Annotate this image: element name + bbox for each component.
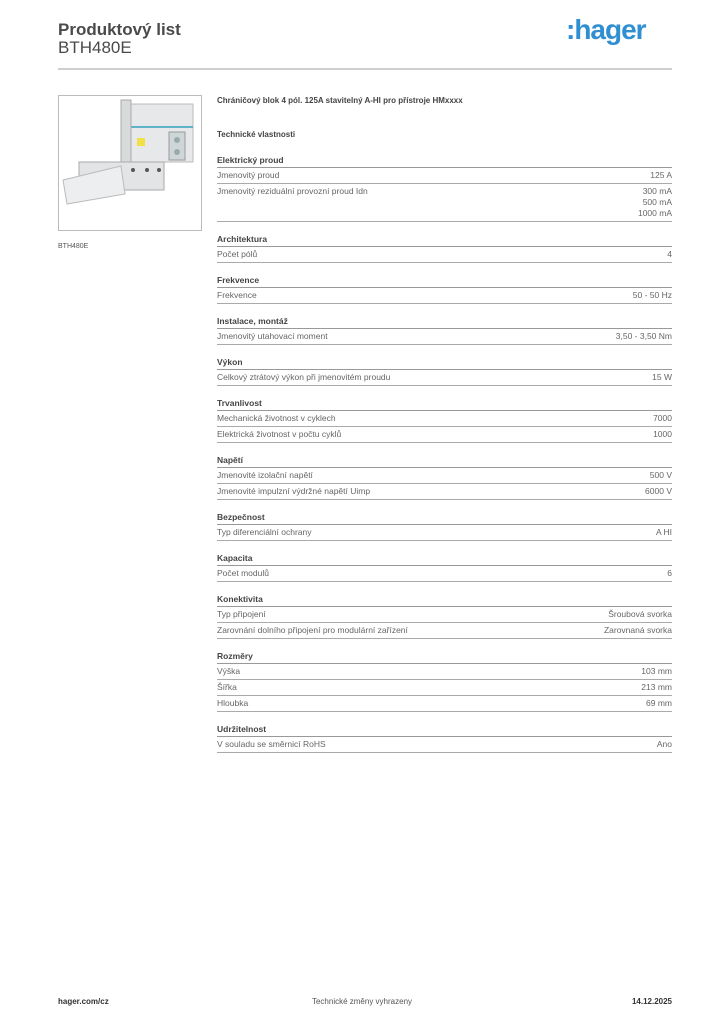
tech-heading: Technické vlastnosti <box>217 130 296 139</box>
spec-label: Jmenovitý reziduální provozní proud Idn <box>217 186 368 196</box>
section-title: Rozměry <box>217 649 672 664</box>
spec-row <box>217 288 672 304</box>
section-title: Výkon <box>217 355 672 370</box>
spec-row <box>217 566 672 582</box>
spec-value: 69 mm <box>646 698 672 708</box>
footer-website[interactable]: hager.com/cz <box>58 997 109 1006</box>
spec-row <box>217 411 672 427</box>
spec-section <box>217 722 672 753</box>
spec-value: 3,50 - 3,50 Nm <box>615 331 672 341</box>
spec-label: Zarovnání dolního připojení pro modulární zařízení <box>217 625 408 635</box>
spec-label: Jmenovitý utahovací moment <box>217 331 328 341</box>
header-divider <box>58 68 672 70</box>
spec-row <box>217 607 672 623</box>
spec-value: 7000 <box>653 413 672 423</box>
spec-section <box>217 153 672 222</box>
section-title: Udržitelnost <box>217 722 672 737</box>
spec-row <box>217 329 672 345</box>
spec-row <box>217 484 672 500</box>
spec-row <box>217 427 672 443</box>
spec-label: Elektrická životnost v počtu cyklů <box>217 429 342 439</box>
section-title: Napětí <box>217 453 672 468</box>
spec-label: Celkový ztrátový výkon při jmenovitém proudu <box>217 372 391 382</box>
spec-section <box>217 453 672 500</box>
footer-notice: Technické změny vyhrazeny <box>311 997 413 1006</box>
spec-value: 125 A <box>650 170 672 180</box>
spec-value: 4 <box>667 249 672 259</box>
spec-label: Jmenovitý proud <box>217 170 280 180</box>
spec-row <box>217 184 672 222</box>
spec-row <box>217 168 672 184</box>
spec-value: 213 mm <box>641 682 672 692</box>
spec-value: Zarovnaná svorka <box>603 625 672 635</box>
section-title: Elektrický proud <box>217 153 672 168</box>
spec-section <box>217 592 672 639</box>
spec-value: 50 - 50 Hz <box>632 290 672 300</box>
spec-value: 6000 V <box>645 486 672 496</box>
spec-label: Typ diferenciální ochrany <box>217 527 312 537</box>
spec-section <box>217 273 672 304</box>
section-title: Bezpečnost <box>217 510 672 525</box>
spec-row <box>217 664 672 680</box>
section-title: Architektura <box>217 232 672 247</box>
spec-section <box>217 510 672 541</box>
product-image <box>58 95 202 231</box>
spec-value: Šroubová svorka <box>608 609 672 619</box>
spec-label: Mechanická životnost v cyklech <box>217 413 336 423</box>
spec-value: A HI <box>655 527 672 537</box>
spec-row <box>217 680 672 696</box>
spec-label: Počet modulů <box>217 568 269 578</box>
spec-section <box>217 232 672 263</box>
page-title: Produktový list <box>58 20 181 39</box>
spec-value: Ano <box>656 739 672 749</box>
section-title: Kapacita <box>217 551 672 566</box>
spec-row <box>217 247 672 263</box>
spec-label: Typ připojení <box>217 609 266 619</box>
spec-row <box>217 370 672 386</box>
spec-label: Jmenovité impulzní výdržné napětí Uimp <box>217 486 371 496</box>
spec-label: Jmenovité izolační napětí <box>217 470 313 480</box>
section-title: Trvanlivost <box>217 396 672 411</box>
spec-row <box>217 525 672 541</box>
section-title: Instalace, montáž <box>217 314 672 329</box>
spec-label: Šířka <box>217 682 237 692</box>
spec-section <box>217 551 672 582</box>
spec-section <box>217 396 672 443</box>
spec-value: 6 <box>667 568 672 578</box>
product-description: Chráničový blok 4 pól. 125A stavitelný A-HI pro přístroje HMxxxx <box>217 96 463 105</box>
spec-sections <box>217 153 672 753</box>
image-caption: BTH480E <box>58 243 89 250</box>
spec-content <box>217 95 672 763</box>
spec-label: V souladu se směrnicí RoHS <box>217 739 326 749</box>
spec-row <box>217 468 672 484</box>
spec-label: Hloubka <box>217 698 249 708</box>
spec-value: 103 mm <box>641 666 672 676</box>
spec-value: 500 V <box>649 470 672 480</box>
spec-value: 300 mA 500 mA 1000 mA <box>637 186 672 218</box>
spec-row <box>217 737 672 753</box>
spec-section <box>217 314 672 345</box>
spec-label: Frekvence <box>217 290 257 300</box>
spec-row <box>217 623 672 639</box>
footer-date: 14.12.2025 <box>631 997 672 1006</box>
spec-value: 15 W <box>652 372 672 382</box>
spec-label: Výška <box>217 666 241 676</box>
section-title: Frekvence <box>217 273 672 288</box>
spec-label: Počet pólů <box>217 249 258 259</box>
spec-section <box>217 355 672 386</box>
product-code: BTH480E <box>58 38 132 57</box>
hager-logo: :hager <box>566 14 646 45</box>
spec-section <box>217 649 672 712</box>
section-title: Konektivita <box>217 592 672 607</box>
spec-row <box>217 696 672 712</box>
spec-value: 1000 <box>653 429 672 439</box>
